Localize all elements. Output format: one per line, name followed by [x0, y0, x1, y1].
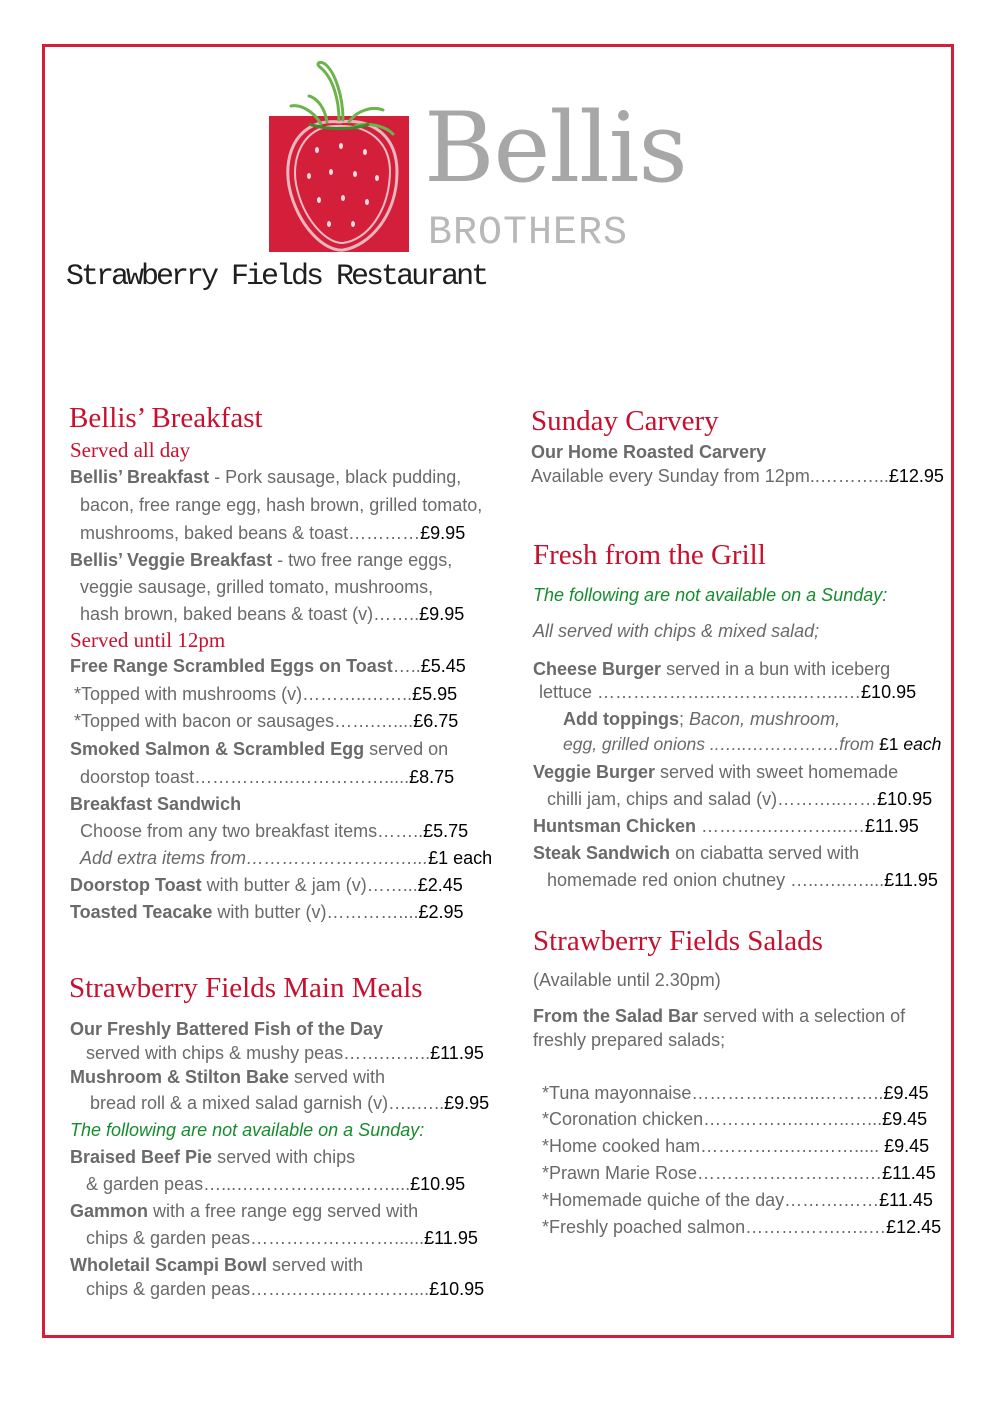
- salads-availability: (Available until 2.30pm): [533, 970, 721, 990]
- breakfast-sandwich-line: [80, 822, 468, 840]
- mushroom-stilton-line1: [70, 1068, 385, 1086]
- salad-item-price: £9.45: [882, 1109, 928, 1129]
- item-desc: served with: [267, 1255, 364, 1275]
- item-desc: Available every Sunday from 12pm..………...: [531, 466, 889, 486]
- item-name: Bellis’ Breakfast: [70, 467, 210, 487]
- veggie-breakfast-line2: veggie sausage, grilled tomato, mushrooms,: [80, 577, 434, 597]
- item-desc: & garden peas…...……………..………....: [86, 1174, 411, 1194]
- carvery-line: [531, 467, 944, 485]
- item-desc: *Topped with bacon or sausages…….…....: [74, 711, 414, 731]
- item-name: Mushroom & Stilton Bake: [70, 1067, 290, 1087]
- salad-item: [542, 1218, 941, 1236]
- item-desc: chilli jam, chips and salad (v)………..……: [547, 789, 878, 809]
- toppings-list: Bacon, mushroom,: [689, 709, 841, 729]
- item-desc: doorstop toast……………..…………….....: [80, 767, 410, 787]
- topped-mushrooms-line: [74, 685, 457, 703]
- cheese-burger-line1: [533, 660, 890, 678]
- item-name: Steak Sandwich: [533, 843, 671, 863]
- item-price: £5.75: [423, 821, 469, 841]
- served-until-heading: Served until 12pm: [70, 628, 226, 652]
- brand-name: Bellis: [424, 92, 687, 204]
- fish-line: [86, 1044, 484, 1062]
- topped-bacon-line: [74, 712, 458, 730]
- grill-heading: Fresh from the Grill: [533, 539, 766, 571]
- price-each: each: [898, 734, 942, 754]
- item-price: £1 each: [428, 848, 493, 868]
- item-desc: - two free range eggs,: [272, 550, 453, 570]
- beef-pie-line2: [86, 1175, 465, 1193]
- item-desc: hash brown, baked beans & toast (v)……..: [80, 604, 420, 624]
- item-price: £8.75: [409, 767, 455, 787]
- item-name: Toasted Teacake: [70, 902, 213, 922]
- item-desc: mushrooms, baked beans & toast…………: [80, 523, 421, 543]
- item-price: £10.95: [410, 1174, 466, 1194]
- toppings-list: egg, grilled onions ..…..…………….from: [563, 734, 880, 754]
- salad-item-price: £9.45: [883, 1083, 929, 1103]
- item-desc: bread roll & a mixed salad garnish (v)…..…..: [90, 1093, 445, 1113]
- salad-item-price: £9.45: [884, 1136, 930, 1156]
- scrambled-eggs-line: [70, 657, 466, 675]
- salad-item-label: *Freshly poached salmon…………….…..…: [542, 1217, 887, 1237]
- smoked-salmon-line1: [70, 740, 448, 758]
- item-desc: served with chips: [212, 1147, 356, 1167]
- salad-item-label: *Home cooked ham…………….….…….....: [542, 1136, 885, 1156]
- add-toppings-line1: [563, 710, 840, 728]
- item-name: Wholetail Scampi Bowl: [70, 1255, 268, 1275]
- brand-subtitle: BROTHERS: [428, 211, 629, 256]
- item-desc: served with chips & mushy peas…….……..: [86, 1043, 431, 1063]
- item-desc: on ciabatta served with: [670, 843, 860, 863]
- item-price: £11.95: [865, 816, 919, 836]
- steak-sandwich-line1: [533, 844, 859, 862]
- veggie-breakfast-line3: [80, 605, 464, 623]
- item-price: £9.95: [419, 604, 465, 624]
- item-desc: homemade red onion chutney …..…..…....: [547, 870, 885, 890]
- item-price: £6.75: [413, 711, 459, 731]
- item-desc: *Topped with mushrooms (v)………..……..: [74, 684, 413, 704]
- bellis-breakfast-line2: bacon, free range egg, hash brown, grilled tomato,: [80, 495, 483, 515]
- item-desc: lettuce ………………..…………..……..…: [539, 682, 862, 702]
- bellis-breakfast-line1: [70, 468, 461, 486]
- salad-item-price: £11.45: [882, 1163, 936, 1183]
- cheese-burger-line2: [539, 683, 916, 701]
- scampi-line2: [86, 1280, 484, 1298]
- item-price: £2.95: [418, 902, 464, 922]
- item-desc: served in a bun with iceberg: [661, 659, 891, 679]
- mushroom-stilton-line2: [90, 1094, 489, 1112]
- item-price: £9.95: [444, 1093, 490, 1113]
- item-name: Huntsman Chicken: [533, 816, 697, 836]
- item-price: £5.95: [412, 684, 458, 704]
- served-all-day-heading: Served all day: [70, 438, 191, 462]
- salad-item-label: *Coronation chicken……………..……..…...: [542, 1109, 883, 1129]
- item-price: £10.95: [877, 789, 933, 809]
- item-price: £2.45: [417, 875, 463, 895]
- item-price: £10.95: [429, 1279, 485, 1299]
- item-desc: served with: [289, 1067, 386, 1087]
- carvery-heading: Sunday Carvery: [531, 405, 719, 437]
- salad-item: [542, 1084, 928, 1102]
- grill-note: All served with chips & mixed salad;: [533, 621, 820, 641]
- breakfast-sandwich-name: Breakfast Sandwich: [70, 794, 242, 814]
- fish-name: Our Freshly Battered Fish of the Day: [70, 1019, 384, 1039]
- item-name: Veggie Burger: [533, 762, 656, 782]
- item-name: From the Salad Bar: [533, 1006, 699, 1026]
- item-name: Doorstop Toast: [70, 875, 202, 895]
- bellis-breakfast-line3: [80, 524, 465, 542]
- scampi-line1: [70, 1256, 363, 1274]
- item-price: £11.95: [884, 870, 938, 890]
- salad-bar-line1: [533, 1007, 905, 1025]
- item-dots: ………….………...…: [696, 816, 866, 836]
- veggie-burger-line2: [547, 790, 932, 808]
- item-desc: chips & garden peas…….……..…………....: [86, 1279, 430, 1299]
- salad-item: [542, 1137, 929, 1155]
- salad-item-label: *Tuna mayonnaise……………..…..………..: [542, 1083, 884, 1103]
- huntsman-chicken-line: [533, 817, 919, 835]
- item-desc: served with a selection of: [698, 1006, 906, 1026]
- gammon-line2: [86, 1229, 478, 1247]
- item-desc: chips & garden peas……………………......: [86, 1228, 425, 1248]
- carvery-name: Our Home Roasted Carvery: [531, 442, 767, 462]
- item-desc: with butter (v)…………....: [212, 902, 419, 922]
- salad-item-price: £12.45: [886, 1217, 942, 1237]
- breakfast-heading: Bellis’ Breakfast: [69, 402, 263, 434]
- salads-heading: Strawberry Fields Salads: [533, 925, 823, 957]
- item-name: Free Range Scrambled Eggs on Toast: [70, 656, 393, 676]
- item-name: Braised Beef Pie: [70, 1147, 213, 1167]
- doorstop-toast-line: [70, 876, 463, 894]
- item-price: £5.45: [420, 656, 466, 676]
- item-name: Bellis’ Veggie Breakfast: [70, 550, 273, 570]
- mains-sunday-notice: The following are not available on a Sunday:: [70, 1120, 425, 1140]
- salad-item-price: £11.45: [879, 1190, 933, 1210]
- grill-sunday-notice: The following are not available on a Sunday:: [533, 585, 888, 605]
- item-desc: with butter & jam (v)……...: [201, 875, 418, 895]
- add-toppings-line2: [563, 736, 941, 754]
- main-meals-heading: Strawberry Fields Main Meals: [69, 972, 423, 1004]
- item-price: £10.95: [861, 682, 917, 702]
- item-dots: …..: [392, 656, 421, 676]
- item-price: £11.95: [424, 1228, 478, 1248]
- item-name: Cheese Burger: [533, 659, 662, 679]
- beef-pie-line1: [70, 1148, 355, 1166]
- steak-sandwich-line2: [547, 871, 938, 889]
- salad-item: [542, 1191, 933, 1209]
- salad-bar-line2: freshly prepared salads;: [533, 1030, 726, 1050]
- item-desc: Choose from any two breakfast items……..: [80, 821, 424, 841]
- salad-item-label: *Homemade quiche of the day……….……: [542, 1190, 880, 1210]
- item-desc: with a free range egg served with: [148, 1201, 419, 1221]
- salad-item: [542, 1164, 936, 1182]
- veggie-burger-line1: [533, 763, 898, 781]
- item-price: £1: [879, 734, 899, 754]
- item-desc: Add extra items from…………………….…...: [80, 848, 429, 868]
- item-price: £9.95: [420, 523, 466, 543]
- toasted-teacake-line: [70, 903, 464, 921]
- restaurant-title: Strawberry Fields Restaurant: [66, 260, 487, 294]
- salad-item-label: *Prawn Marie Rose……………………….…: [542, 1163, 883, 1183]
- toppings-sep: ;: [678, 709, 689, 729]
- item-name: Gammon: [70, 1201, 149, 1221]
- item-desc: - Pork sausage, black pudding,: [209, 467, 462, 487]
- salad-item: [542, 1110, 927, 1128]
- item-desc: served on: [364, 739, 449, 759]
- veggie-breakfast-line1: [70, 551, 452, 569]
- item-price: £11.95: [430, 1043, 484, 1063]
- extra-items-line: [80, 849, 492, 867]
- strawberry-logo-icon: [269, 60, 409, 252]
- smoked-salmon-line2: [80, 768, 454, 786]
- toppings-label: Add toppings: [563, 709, 679, 729]
- item-desc: served with sweet homemade: [655, 762, 899, 782]
- item-price: £12.95: [888, 466, 944, 486]
- item-name: Smoked Salmon & Scrambled Egg: [70, 739, 365, 759]
- gammon-line1: [70, 1202, 418, 1220]
